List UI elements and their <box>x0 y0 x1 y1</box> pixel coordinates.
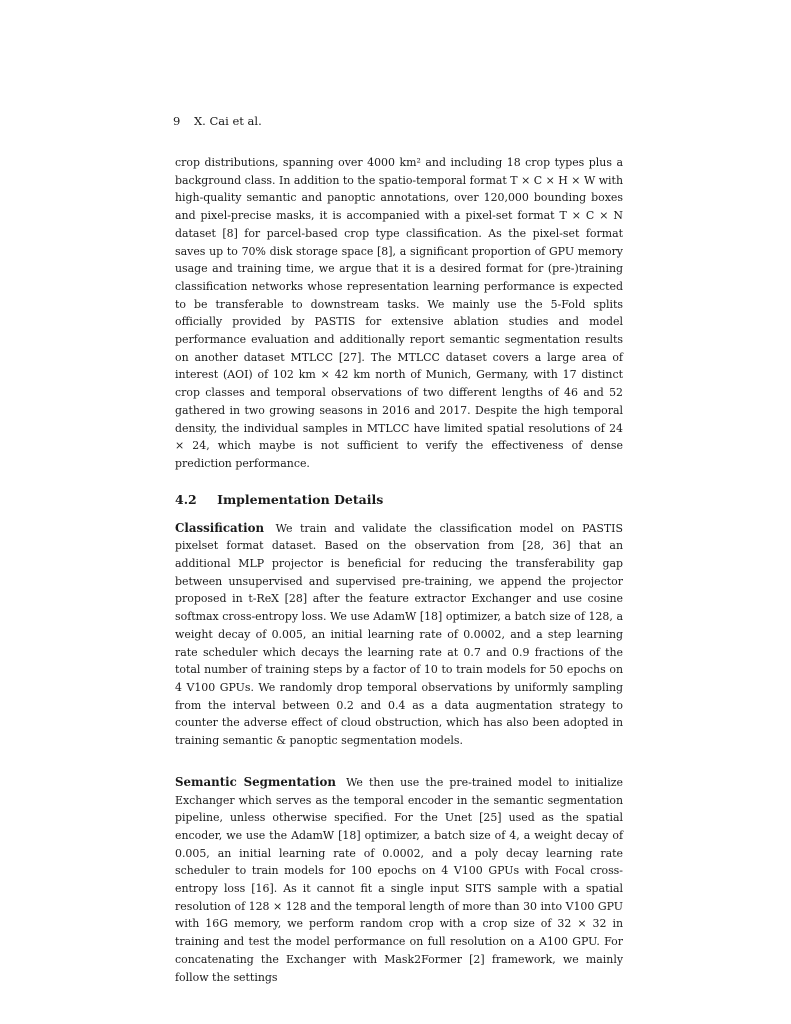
page-number: 9 <box>173 114 181 128</box>
author-running-title: X. Cai et al. <box>193 114 262 128</box>
classification-text: We train and validate the classification model on PASTIS pixelset format dataset. Based on the observation from [28, 36] that an additional MLP projector is beneficial for reducing the transferability gap between unsupervised and supervised pre-training, we append the projector proposed in t-ReX [28] after the feature extractor Exchanger and use cosine softmax cross-entropy loss. We use AdamW [18] optimizer, a batch size of 128, a weight decay of 0.005, an initial learning rate of 0.0002, and a step learning rate scheduler which decays the learning rate at 0.7 and 0.9 fractions of the total number of training steps by a factor of 10 to train models for 50 epochs on 4 V100 GPUs. We randomly drop temporal observations by uniformly sampling from the interval between 0.2 and 0.4 as a data augmentation strategy to counter the adverse effect of cloud obstruction, which has also been adopted in training semantic & panoptic segmentation models. <box>175 521 623 748</box>
semantic-segmentation-heading: Semantic Segmentation <box>175 774 336 789</box>
section-heading <box>175 491 623 509</box>
intro-paragraph: crop distributions, spanning over 4000 km² and including 18 crop types plus a background class. In addition to the spatio-temporal format T × C × H × W with high-quality semantic and panoptic annotations, over 120,000 bounding boxes and pixel-precise masks, it is accompanied with a pixel-set format T × C × N dataset [8] for parcel-based crop type classification. As the pixel-set format saves up to 70% disk storage space [8], a significant proportion of GPU memory usage and training time, we argue that it is a desired format for (pre-)training classification networks whose representation learning performance is expected to be transferable to downstream tasks. We mainly use the 5-Fold splits officially provided by PASTIS for extensive ablation studies and model performance evaluation and additionally report semantic segmentation results on another dataset MTLCC [27]. The MTLCC dataset covers a large area of interest (AOI) of 102 km × 42 km north of Munich, Germany, with 17 distinct crop classes and temporal observations of two different lengths of 46 and 52 gathered in two growing seasons in 2016 and 2017. Despite the high temporal density, the individual samples in MTLCC have limited spatial resolutions of 24 × 24, which maybe is not sufficient to verify the effectiveness of dense prediction performance. <box>175 156 623 470</box>
semantic-segmentation-paragraph <box>175 774 623 986</box>
running-head <box>173 112 623 130</box>
section-number: 4.2 <box>175 491 197 507</box>
classification-heading: Classification <box>175 520 265 535</box>
paper-page <box>175 112 623 986</box>
paragraph-gap <box>175 750 623 774</box>
classification-paragraph <box>175 520 623 750</box>
semantic-segmentation-text: We then use the pre-trained model to initialize Exchanger which serves as the temporal encoder in the semantic segmentation pipeline, unless otherwise specified. For the Unet [25] used as the spatial encoder, we use the AdamW [18] optimizer, a batch size of 4, a weight decay of 0.005, an initial learning rate of 0.0002, and a poly decay learning rate scheduler to train models for 100 epochs on 4 V100 GPUs with Focal cross-entropy loss [16]. As it cannot fit a single input SITS sample with a spatial resolution of 128 × 128 and the temporal length of more than 30 into V100 GPU with 16G memory, we perform random crop with a crop size of 32 × 32 in training and test the model performance on full resolution on a A100 GPU. For concatenating the Exchanger with Mask2Former [2] framework, we mainly follow the settings <box>175 775 623 984</box>
section-title: Implementation Details <box>217 491 384 507</box>
